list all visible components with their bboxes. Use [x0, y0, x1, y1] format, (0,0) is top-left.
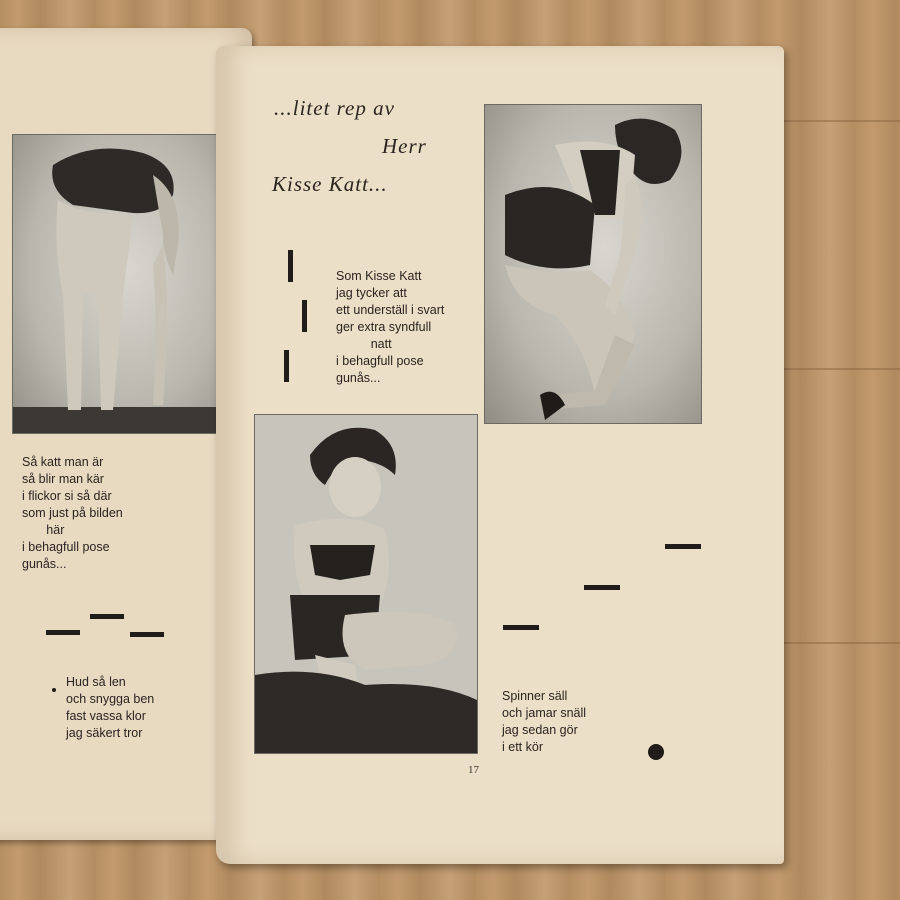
decorative-dash [90, 614, 124, 619]
photo-woman-adjusting-stocking [484, 104, 702, 424]
photo-illustration [255, 415, 477, 753]
photo-illustration [13, 135, 223, 433]
decorative-bar [288, 250, 293, 282]
title-line-3: Kisse Katt... [272, 172, 388, 196]
decorative-bar [302, 300, 307, 332]
title-line-2: Herr [382, 134, 427, 158]
decorative-bar [284, 350, 289, 382]
decorative-dash [46, 630, 80, 635]
photo-woman-bending [12, 134, 224, 434]
left-verse-top: Så katt man är så blir man kär i flickor si så där som just på bilden här i behagfull pose gunås... [22, 455, 123, 571]
title-line-1: ...litet rep av [274, 96, 395, 120]
decorative-dash [584, 585, 620, 590]
photo-woman-sitting [254, 414, 478, 754]
left-page [0, 28, 252, 840]
decorative-dash [130, 632, 164, 637]
left-verse-bottom: Hud så len och snygga ben fast vassa klor jag säkert tror [66, 675, 155, 740]
photo-illustration [485, 105, 701, 423]
right-verse-bottom: Spinner säll och jamar snäll jag sedan gör i ett kör [502, 689, 587, 754]
right-verse-top: Som Kisse Katt jag tycker att ett underställ i svart ger extra syndfull natt i behagfull pose gunås... [336, 269, 445, 385]
decorative-dot [52, 688, 56, 692]
decorative-dash [665, 544, 701, 549]
page-number: 17 [468, 764, 479, 776]
decorative-dash [503, 625, 539, 630]
decorative-dot [648, 744, 664, 760]
right-page [216, 46, 784, 864]
